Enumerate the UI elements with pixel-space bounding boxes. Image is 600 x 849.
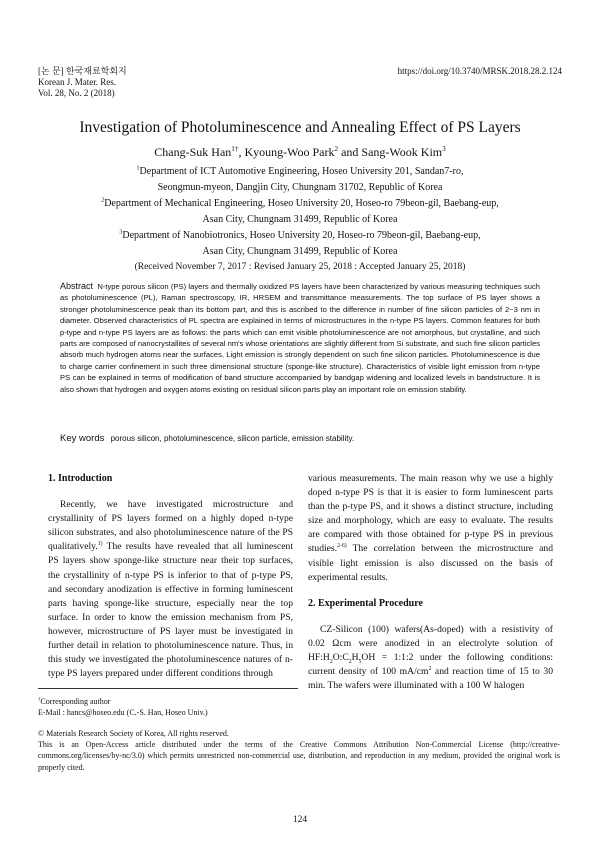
paragraph-text: The correlation between the microstructure and visible light emission is also discussed on the basis of experimental results.: [308, 543, 553, 583]
section-heading-introduction: 1. Introduction: [48, 473, 113, 484]
unit-superscript: 2: [428, 665, 432, 672]
citation[interactable]: 1): [97, 541, 103, 548]
affiliation-line: [0, 228, 600, 244]
citation[interactable]: 2-6): [337, 543, 347, 550]
formula-part: O:C: [332, 652, 349, 664]
electrolyte-formula: [308, 652, 553, 663]
formula-subscript: 2: [329, 658, 333, 665]
experimental-paragraph: [308, 623, 553, 693]
left-column: [48, 472, 293, 681]
author-separator: and: [338, 145, 362, 159]
author-affiliation-mark: 1†: [231, 145, 239, 153]
formula-subscript: 5: [358, 658, 362, 665]
paragraph-text: CZ-Silicon (100) wafers(As-doped) with a resistivity of 0.02 Ωcm were anodized in an electrolyte solution of: [308, 623, 553, 649]
formula-part: H: [351, 652, 359, 664]
paragraph-text: various measurements. The main reason why we use a highly doped n-type PS is that it is easier to form luminescent parts than the p-type PS, and it shows a distinct structure, including size and morphology, which are easy to evaluate. The results are compared with those obtained for p-type PS in previous studies.: [308, 473, 553, 555]
abstract-text: N-type porous silicon (PS) layers and thermally oxidized PS layers have been characterized by various measuring techniques such as photoluminescence (PL), Raman spectroscopy, IR, HRSEM and transmittance measurements. The top surface of PS layer shows a stronger photoluminescence peak than its bottom part, and this is ascribed to the difference in number of fine silicon particles of 2~3 nm in diameter. Observed characteristics of PL spectra are explained in terms of microstructures in the n-type PS layers. Common features for both p-type and n-type PS layers are as follows: the parts which can emit visible photoluminescence are not amorphous, but crystalline, and such parts are composed of nanocrystallites of several nm's whose orientations are slightly different from Si substrate, and such fine silicon particles absorb much hydrogen atoms near the surfaces. Light emission is strongly dependent on such fine silicon particles. Photoluminescence is due to charge carrier confinement in such three dimensional structure (sponge-like structure). Characteristics of visible light emission from n-type PS can be explained in terms of modification of band structure accompanied by bandgap widening and localized levels in bandstructure. It is also shown that hydrogen and oxygen atoms existing on residual silicon parts play an important role on emission stability.: [60, 282, 540, 394]
formula-part: HF:H: [308, 652, 330, 664]
page-number: 124: [292, 815, 308, 825]
author-name: Kyoung-Woo Park: [244, 145, 335, 159]
footnote-divider: [38, 688, 298, 689]
affiliation-text: Department of Mechanical Engineering, Hoseo University 20, Hoseo-ro 79beon-gil, Baebang-eup,: [104, 198, 499, 209]
formula-part: OH = 1:1:2 under the following conditions:: [361, 652, 553, 664]
affiliation-number: 2: [101, 197, 105, 204]
affiliation-line: Seongmun-myeon, Dangjin City, Chungnam 31702, Republic of Korea: [157, 182, 443, 193]
section-heading-experimental: 2. Experimental Procedure: [308, 597, 423, 609]
formula-subscript: 2: [348, 658, 352, 665]
dagger-mark: †: [38, 697, 41, 703]
license-notice: [38, 728, 560, 773]
affiliation-number: 3: [119, 229, 123, 236]
introduction-paragraph: [48, 498, 293, 681]
corresponding-author-footnote: [38, 696, 558, 718]
copyright-line: © Materials Research Society of Korea, All rights reserved.: [38, 729, 229, 738]
author-name: Sang-Wook Kim: [361, 145, 443, 159]
author-affiliation-mark: 2: [334, 145, 339, 153]
author-name: Chang-Suk Han: [154, 145, 232, 159]
introduction-continued: [308, 472, 553, 585]
paragraph-text: and reaction time of 15 to 30 min. The wafers were illuminated with a 100 W halogen: [308, 666, 553, 692]
license-text: This is an Open-Access article distributed under the terms of the Creative Commons Attribution Non-Commercial License (http://creative-commons.org/licenses/by-nc/3.0) which permits unrestricted non-commercial use, distribution, and reproduction in any medium, provided the original work is properly cited.: [38, 740, 560, 772]
affiliation-line: Asan City, Chungnam 31499, Republic of Korea: [202, 246, 398, 257]
doi-link[interactable]: https://doi.org/10.3740/MRSK.2018.28.2.124: [397, 66, 562, 76]
footnote-text: Corresponding author: [40, 697, 111, 706]
affiliation-text: Department of Nanobiotronics, Hoseo University 20, Hoseo-ro 79beon-gil, Baebang-eup,: [122, 230, 481, 241]
paper-title: Investigation of Photoluminescence and Annealing Effect of PS Layers: [79, 119, 521, 136]
affiliation-line: [0, 164, 600, 180]
paragraph-text: The results have revealed that all luminescent PS layers show sponge-like structure near their top surfaces, the crystallinity of n-type PS is inferior to that of p-type PS, and secondary anodization is effective in forming luminescent parts having sponge-like structure, especially near the top surface. In order to know the emission mechanism from PS, however, microstructure of PS layer must be investigated in further detail in relation to photoluminescence nature. Thus, in this study we investigated the photoluminescence natures of n-type PS layers prepared under different conditions through: [48, 541, 293, 680]
author-separator: ,: [238, 145, 245, 159]
paragraph-text: Recently, we have investigated microstructure and crystallinity of PS layers formed on a highly doped n-type silicon substrates, and also photoluminescence nature of the PS qualitatively.: [48, 499, 293, 553]
affiliation-line: Asan City, Chungnam 31499, Republic of Korea: [202, 214, 398, 225]
affiliation-number: 1: [136, 165, 140, 172]
journal-volume: Vol. 28, No. 2 (2018): [38, 88, 115, 98]
paragraph-text: current density of 100 mA/cm: [308, 666, 429, 678]
author-affiliation-mark: 3: [442, 145, 446, 153]
journal-info: [38, 66, 127, 99]
footnote-email[interactable]: E-Mail : hancs@hoseo.edu (C.-S. Han, Hoseo Univ.): [38, 708, 208, 718]
keywords: [60, 433, 540, 444]
abstract-label: Abstract: [60, 281, 94, 291]
affiliation-line: [0, 196, 600, 212]
journal-korean-name: [논 문] 한국재료학회지: [38, 66, 127, 76]
received-dates: (Received November 7, 2017 : Revised January 25, 2018 : Accepted January 25, 2018): [134, 262, 466, 272]
right-column: [308, 472, 553, 693]
affiliation-text: Department of ICT Automotive Engineering, Hoseo University 201, Sandan7-ro,: [139, 166, 464, 177]
journal-english-name: Korean J. Mater. Res.: [38, 77, 116, 87]
footnote-line: [38, 696, 558, 707]
affiliations: [0, 164, 600, 260]
keywords-label: Key words: [60, 433, 105, 444]
keywords-text: porous silicon, photoluminescence, silicon particle, emission stability.: [110, 434, 355, 443]
author-list: [0, 145, 600, 160]
abstract: [60, 281, 540, 395]
